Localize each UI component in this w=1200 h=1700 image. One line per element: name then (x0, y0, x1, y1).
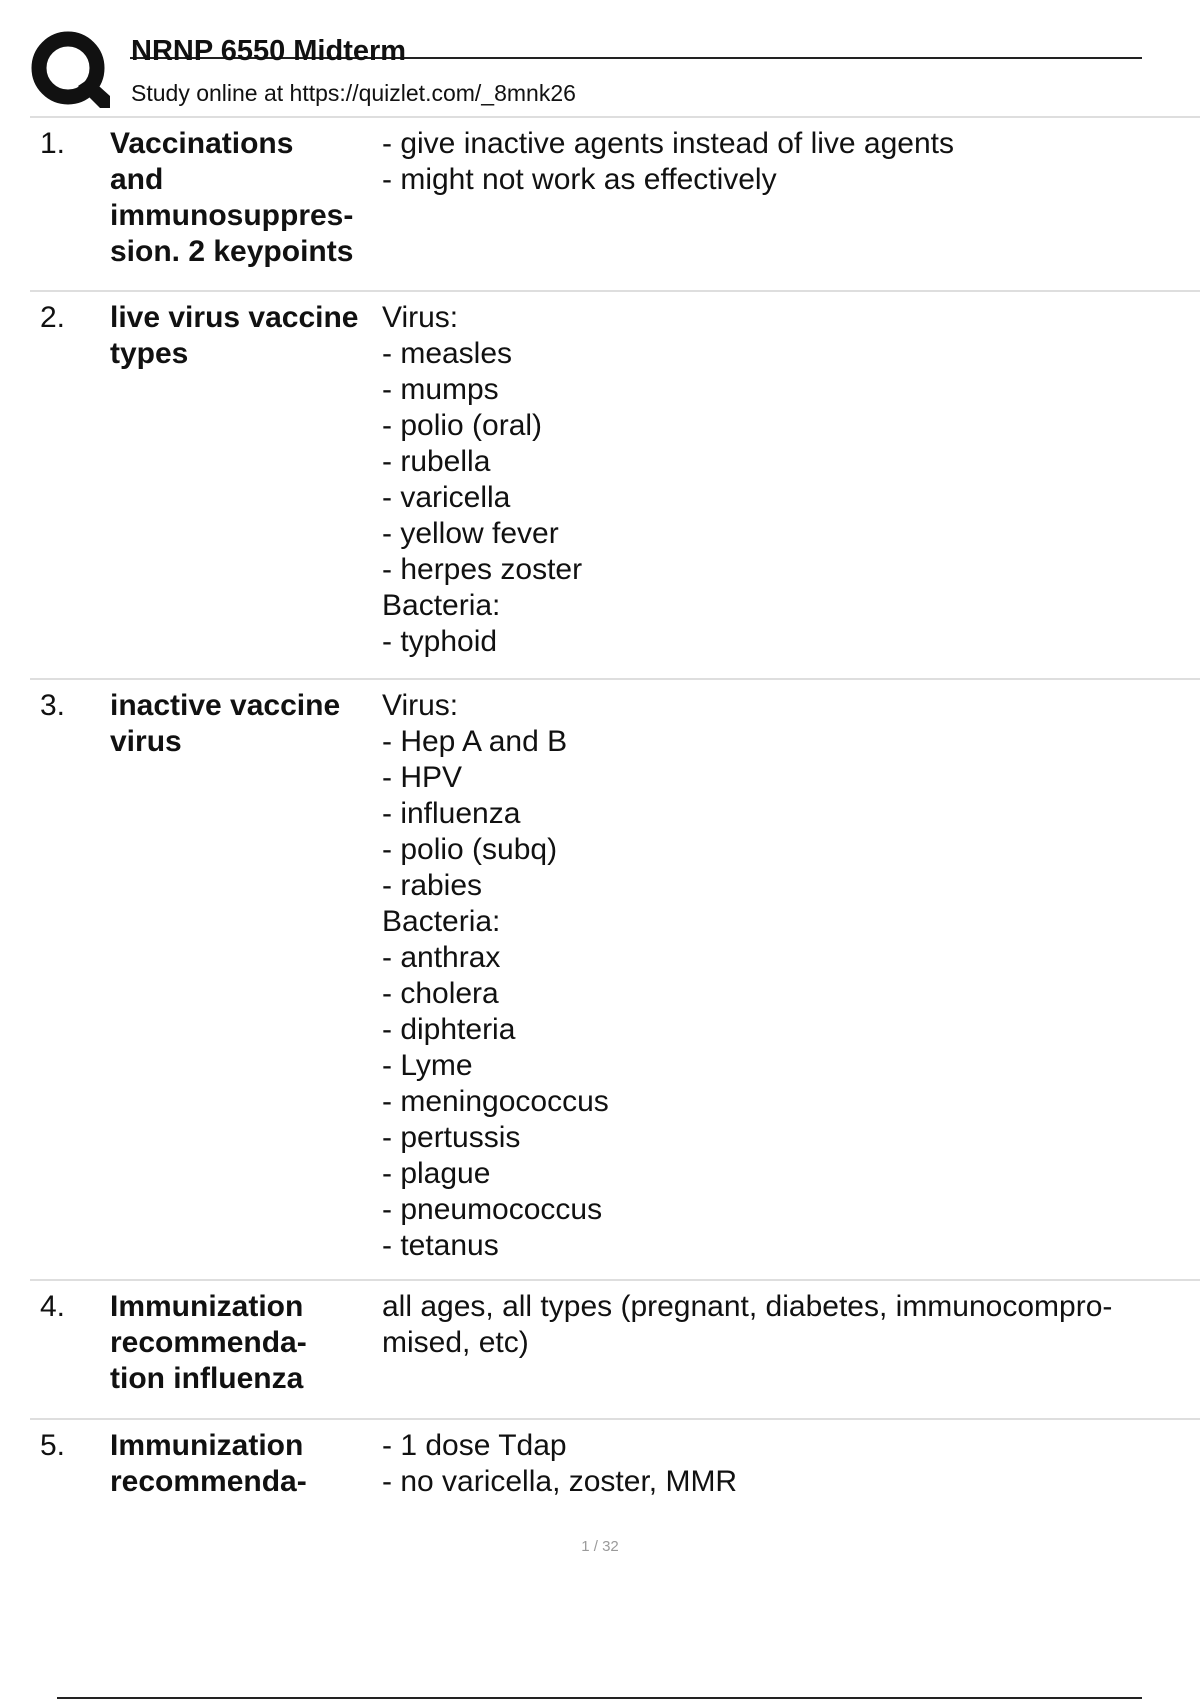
card-term: inactive vaccine virus (110, 689, 341, 758)
footer-rule (57, 1697, 1142, 1699)
quizlet-q-logo-icon (30, 30, 112, 112)
card-term: live virus vaccine types (110, 301, 359, 370)
card-definition: - 1 dose Tdap - no varicella, zoster, MMR (382, 1429, 738, 1498)
card-term: Vaccinations and immunosuppres- sion. 2 keypoints (110, 127, 354, 268)
card-definition: all ages, all types (pregnant, diabetes, immunocompro- mised, etc) (382, 1290, 1113, 1359)
flashcard-row (30, 678, 1200, 1279)
card-term: Immunization recommenda- tion influenza (110, 1290, 307, 1395)
card-number: 5. (40, 1429, 66, 1462)
document-title: NRNP 6550 Midterm (131, 35, 407, 67)
flashcard-row (30, 1279, 1200, 1418)
flashcard-row (30, 116, 1200, 290)
card-term: Immunization recommenda- (110, 1429, 307, 1498)
card-definition: Virus: - Hep A and B - HPV - influenza - polio (subq) - rabies Bacteria: - anthrax - cholera - diphteria - Lyme - meningococcus - pertussis - plague - pneumococcus - tetanus (382, 689, 609, 1262)
card-number: 4. (40, 1290, 66, 1323)
page-number: 1 / 32 (581, 1538, 619, 1555)
card-number: 3. (40, 689, 66, 722)
card-number: 2. (40, 301, 66, 334)
document-subtitle: Study online at https://quizlet.com/_8mnk26 (131, 80, 576, 106)
card-number: 1. (40, 127, 66, 160)
flashcard-row (30, 1418, 1200, 1514)
card-definition: Virus: - measles - mumps - polio (oral) - rubella - varicella - yellow fever - herpes zoster Bacteria: - typhoid (382, 301, 583, 658)
flashcard-list (30, 116, 1200, 1514)
flashcard-row (30, 290, 1200, 678)
card-definition: - give inactive agents instead of live agents - might not work as effectively (382, 127, 955, 196)
